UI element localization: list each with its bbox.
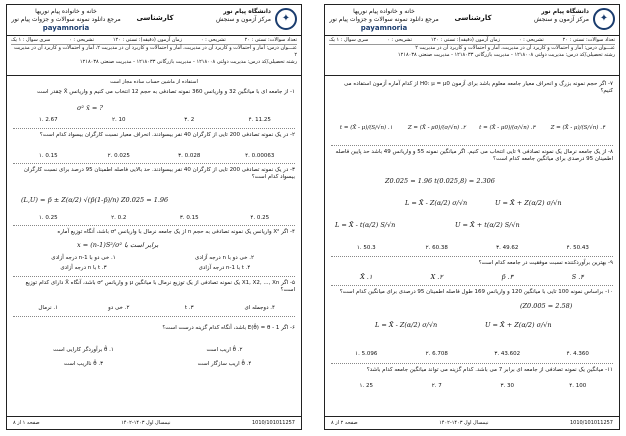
question-11: ۱۱- میانگین یک نمونه تصادفی از جامعه ای برابر 7 می باشد. کدام گزینه می تواند میانگین جامعه کدام باشد؟ bbox=[366, 367, 613, 373]
page-footer: 1010/101011257 نیمسال اول ۱۴۰۳-۱۴۰۲ صفحه ۱ از ۸ bbox=[7, 416, 301, 429]
divider bbox=[13, 316, 295, 317]
exam-info: تعداد سوالات: تستی : ۲۰ تشریحی : ۰ زمان آزمون (دقیقه): تستی : ۱۲۰ تشریحی : ۰ سری سوال : ۱ یک عنـــوان درس: آمار و احتمالات و کاربرد آن در مدیریت، آمار و احتمالات و کاربرد آن در مدیریت ۲ رشته تحصیلی/کد درس: مدیریت دولتی ۱۲۱۸۰۰۸ - مدیریت بازرگانی ۱۲۱۸۰۳۳ - مدیریت صنعتی ۱۲۱۸۰۳۸ bbox=[325, 36, 619, 76]
formula: U = X̄ + Z(α/2) σ/√n bbox=[485, 321, 552, 329]
question-5: ۵- اگر X1, X2, ..., Xn یک نمونه تصادفی از یک توزیع نرمال با میانگین μ و واریانس σ² باشد، آنگاه X̄ دارای کدام توزیع است؟ bbox=[25, 280, 295, 293]
formula: x = (n-1)S²/σ² برابر است با bbox=[77, 241, 159, 249]
site-branding: خانه و خانواده پیام نوریها مرجع دانلود نمونه سوالات و جزوات پیام نور payamnoria bbox=[11, 8, 121, 32]
question-6: ۶- اگر E(θ̂) = θ - 1 باشد، آنگاه کدام گزینه درست است؟ bbox=[162, 325, 295, 331]
question-3: ۳- در یک نمونه تصادفی 200 تایی از کارگران 40 نفر بیسوادند. حد بالایی فاصله اطمینان 95 درصد برای نسبت کارگران بیسواد کدام است؟ bbox=[23, 167, 295, 180]
question-1: ۱- از جامعه ای با میانگین 32 و واریانس 360 نمونه تصادفی به حجم 12 انتخاب می کنیم و واریانس X̄ چقدر است bbox=[36, 89, 295, 95]
formula: (Z0.005 = 2.58) bbox=[520, 302, 573, 310]
answer-options: 0.00063 .۴ 0.028 .۳ 0.025 .۲ 0.15 .۱ bbox=[38, 153, 275, 159]
answer-options: ۴. دوجمله ای ۳. t ۲. خی دو ۱. نرمال bbox=[38, 305, 275, 311]
answer-options: S .۴ p̄ .۳ X .۲ X̄ .۱ bbox=[360, 273, 584, 281]
answer-options: ۴. θ̂ اریب سازگار است ۳. θ̂ نااریب است bbox=[63, 361, 252, 367]
exam-page-1 bbox=[6, 4, 302, 430]
degree-title: کارشناسی bbox=[136, 14, 174, 22]
university-label: دانشگاه پیام نور مرکز آزمون و سنجش bbox=[216, 8, 271, 23]
exam-info: تعداد سوالات: تستی : ۲۰ تشریحی : ۰ زمان آزمون (دقیقه): تستی : ۱۲۰ تشریحی : ۰ سری سوال : ۱ یک عنـــوان درس: آمار و احتمالات و کاربرد آن در مدیریت، آمار و احتمالات و کاربرد آن در مدیریت ۲، آمار و احتمالات و کاربرد آن در مدیریت ۲ رشته تحصیلی/کد درس: مدیریت دولتی ۱۲۱۸۰۰۸ - مدیریت بازرگانی ۱۲۱۸۰۳۳ - مدیریت صنعتی ۱۲۱۸۰۳۸ bbox=[7, 36, 301, 76]
answer-options: ۴. t با n-1 درجه آزادی ۳. t با n درجه آزادی bbox=[60, 265, 251, 271]
divider bbox=[331, 363, 613, 364]
answer-options: 100 .۴ 30 .۳ 7 .۲ 25 .۱ bbox=[359, 383, 587, 389]
question-2: ۲- در یک نمونه تصادفی 200 تایی از کارگران 40 نفر بیسوادند. انحراف معیار نسبت کارگران بیسواد کدام است؟ bbox=[39, 132, 295, 138]
divider bbox=[13, 128, 295, 129]
formula: (L,U) = p̄ ± Z(α/2) √(p̄(1-p̄)/n) Z0.025 = 1.96 bbox=[21, 196, 169, 204]
answer-options: 50.43 .۴ 49.62 .۳ 60.38 .۲ 50.3 .۱ bbox=[356, 245, 589, 251]
formula: U = X̄ + t(α/2) S/√n bbox=[455, 221, 520, 229]
exam-page-2 bbox=[324, 4, 620, 430]
university-label: دانشگاه پیام نور مرکز آزمون و سنجش bbox=[534, 8, 589, 23]
formula: L = X̄ - t(α/2) S/√n bbox=[335, 221, 396, 229]
formula: L = X̄ - Z(α/2) σ/√n bbox=[405, 199, 468, 207]
formula: σ² x̄ = ? bbox=[77, 104, 103, 112]
answer-options: ۲. θ̂ اریب است ۱. θ̂ برآوردگر کارایی است bbox=[53, 347, 243, 353]
site-branding: خانه و خانواده پیام نوریها مرجع دانلود نمونه سوالات و جزوات پیام نور payamnoria bbox=[329, 8, 439, 32]
page-footer: 1010/101011257 نیمسال اول ۱۴۰۳-۱۴۰۲ صفحه ۲ از ۸ bbox=[325, 416, 619, 429]
formula: L = X̄ - Z(α/2) σ/√n bbox=[375, 321, 438, 329]
page-header bbox=[7, 5, 301, 36]
question-10: ۱۰- براساس نمونه 100 تایی با میانگین 120 و واریانس 169 طول فاصله اطمینان 95 درصدی برای میانگین کدام است؟ bbox=[339, 289, 613, 295]
calculator-notice: استفاده از ماشین حساب ساده مجاز است bbox=[110, 79, 198, 85]
answer-options: 0.25 .۴ 0.15 .۳ 0.2 .۲ 0.25 .۱ bbox=[38, 215, 270, 221]
divider bbox=[13, 276, 295, 277]
divider bbox=[331, 285, 613, 286]
answer-options: Z = (X̄ - μ)/(S/√n) .۴ t = (X̄ - μ0)/(σ/√n) .۳ Z = (X̄ - μ0)/(σ/√n) .۲ t = (X̄ - μ)/(S/√n) .۱ bbox=[339, 125, 605, 131]
answer-options: ۲. خی دو با n درجه آزادی ۱. خی دو با n-1 درجه آزادی bbox=[51, 255, 254, 261]
formula: U = X̄ + Z(α/2) σ/√n bbox=[495, 199, 562, 207]
divider bbox=[13, 225, 295, 226]
question-8: ۸- از یک جامعه نرمال یک نمونه تصادفی ۹ تایی انتخاب می کنیم. اگر میانگین نمونه 55 و واریانس 49 باشد حد پایین فاصله اطمینان 95 درصدی برای میانگین جامعه کدام است؟ bbox=[335, 149, 613, 162]
question-7: ۷- اگر حجم نمونه بزرگ و انحراف معیار جامعه معلوم باشد برای آزمون H0: μ = μ0 از کدام آماره آزمون استفاده می کنیم؟ bbox=[344, 81, 613, 94]
question-9: ۹- بهترین برآوردکننده نسبت موفقیت در جامعه کدام است؟ bbox=[478, 260, 613, 266]
question-4: ۴- اگر X² واریانس یک نمونه تصادفی به حجم n از یک جامعه نرمال با واریانس σ² باشد، آنگاه توزیع آماره bbox=[57, 229, 295, 235]
divider bbox=[13, 163, 295, 164]
divider bbox=[331, 256, 613, 257]
answer-options: 4.360 .۴ 43.602 .۳ 6.708 .۲ 5.096 .۱ bbox=[355, 351, 589, 357]
answer-options: 11.25 .۴ 2 .۳ 10 .۲ 2.67 .۱ bbox=[38, 117, 271, 123]
university-seal-icon: ✦ bbox=[275, 8, 297, 30]
degree-title: کارشناسی bbox=[454, 14, 492, 22]
divider bbox=[331, 145, 613, 146]
page-header bbox=[325, 5, 619, 36]
formula: Z0.025 = 1.96 t(0.025,8) = 2.306 bbox=[385, 177, 495, 185]
university-seal-icon: ✦ bbox=[593, 8, 615, 30]
